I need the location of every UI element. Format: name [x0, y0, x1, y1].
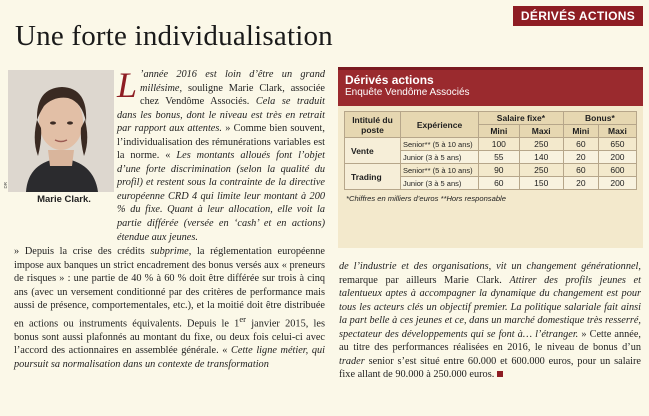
article-text: subprime	[150, 246, 189, 257]
article-text: , souligne Marie Clark, associée chez Vendôme Associés.	[140, 82, 325, 108]
article-text: Cette ligne métier, qui poursuit sa normalisation dans un contexte de transformation	[14, 345, 326, 370]
cell-salaire-maxi: 150	[519, 177, 563, 190]
cell-salaire-mini: 100	[479, 138, 520, 151]
cell-bonus-mini: 20	[563, 151, 598, 164]
col-header-maxi: Maxi	[519, 125, 563, 138]
article-text: janvier 2015, les bonus sont aussi plafonnés au montant du fixe, ou deux fois celui-ci avec l’accord des actionnaires en assemblée générale. «	[14, 318, 325, 357]
cell-bonus-maxi: 600	[598, 164, 636, 177]
row-poste: Vente	[345, 138, 401, 164]
cell-salaire-maxi: 250	[519, 164, 563, 177]
cell-bonus-mini: 60	[563, 164, 598, 177]
table-row	[345, 138, 637, 151]
salary-table-box	[338, 67, 643, 248]
article-text: , remarque par ailleurs Marie Clark.	[339, 261, 641, 286]
photo-caption: Marie Clark.	[37, 194, 91, 205]
table-subtitle: Enquête Vendôme Associés	[345, 87, 470, 98]
article-text: senior s’est situé entre 60.000 et 600.000 euros, pour un salaire fixe allant de 90.000 à 250.000 euros.	[339, 355, 641, 381]
col-header-mini: Mini	[479, 125, 520, 138]
cell-bonus-maxi: 650	[598, 138, 636, 151]
article-text: » Cette année, au titre des performances réalisées en 2016, le niveau de bonus d’un	[339, 328, 642, 354]
row-poste: Trading	[345, 164, 401, 190]
portrait-illustration	[8, 70, 114, 192]
article-text: ’année 2016 est loin d’être un grand millésime	[140, 69, 325, 94]
row-experience: Senior** (5 à 10 ans)	[401, 138, 479, 151]
table-row	[345, 164, 637, 177]
article-text: de l’industrie et des organisations, vit un changement générationnel	[339, 261, 639, 272]
article-column-1-bottom	[14, 245, 325, 371]
cell-bonus-mini: 20	[563, 177, 598, 190]
article-title: Une forte individualisation	[15, 20, 333, 52]
col-header-experience: Expérience	[401, 112, 479, 138]
article-text: Cela se traduit dans les bonus, dont le niveau est très en retrait par rapport aux attentes.	[117, 96, 325, 135]
cell-bonus-maxi: 200	[598, 151, 636, 164]
article-column-2	[339, 260, 641, 382]
col-header-salaire: Salaire fixe*	[479, 112, 564, 125]
table-title: Dérivés actions	[345, 73, 434, 87]
salary-table	[344, 111, 637, 190]
col-header-bonus: Bonus*	[563, 112, 636, 125]
photo-credit: DR	[3, 182, 8, 189]
cell-salaire-maxi: 140	[519, 151, 563, 164]
superscript: er	[239, 313, 246, 324]
article-text: Les montants alloués font l’objet d’une forte discrimination (selon la qualité du profil) et restent sous la contrainte de la directive européenne CRD 4 qui limite leur montant à 200 % du fixe. Quant à leur allocation, elle voit la partie différée (versée en ‘cash’ et en actions) étendue aux jeunes.	[117, 150, 325, 243]
article-text: Attirer des profils jeunes et talentueux aptes à accompagner la dynamique du changement est pour tous les acteurs clés un objectif premier. La politique salariale fait ainsi la part belle à ces jeunes et ce, dans un marché domestique très resserré, spectateur des développements qui se font à… l’étranger.	[339, 274, 641, 340]
end-mark-icon	[497, 371, 503, 377]
section-rubric: DÉRIVÉS ACTIONS	[513, 6, 643, 26]
portrait-photo	[8, 70, 114, 192]
row-experience: Junior (3 à 5 ans)	[401, 177, 479, 190]
table-box-header	[338, 70, 643, 106]
article-text: » Depuis la crise des crédits	[14, 246, 151, 257]
col-header-maxi: Maxi	[598, 125, 636, 138]
drop-cap: L	[117, 65, 138, 105]
cell-salaire-mini: 90	[479, 164, 520, 177]
row-experience: Junior (3 à 5 ans)	[401, 151, 479, 164]
article-column-1-top	[117, 65, 325, 244]
cell-bonus-mini: 60	[563, 138, 598, 151]
row-experience: Senior** (5 à 10 ans)	[401, 164, 479, 177]
article-text: » Comme bien souvent, l’individualisation des rémunérations variables est la norme. «	[117, 123, 325, 162]
cell-salaire-mini: 60	[479, 177, 520, 190]
table-footnote: *Chiffres en milliers d’euros **Hors responsable	[346, 194, 506, 203]
col-header-poste: Intitulé du poste	[345, 112, 401, 138]
col-header-mini: Mini	[563, 125, 598, 138]
article-text: , la réglementation européenne impose aux banques un strict encadrement des bonus versés aux « preneurs de risques » : une partie de 40 % à 60 % doit être différée sur trois à cinq ans (avec un versement conditionné par des critères de performance mais aussi de présence, comportementales, etc.), et la moitié doit être distribuée en actions ou instruments équivalents. Depuis le 1	[14, 246, 325, 330]
cell-salaire-maxi: 250	[519, 138, 563, 151]
cell-bonus-maxi: 200	[598, 177, 636, 190]
cell-salaire-mini: 55	[479, 151, 520, 164]
article-text: trader	[339, 355, 365, 367]
